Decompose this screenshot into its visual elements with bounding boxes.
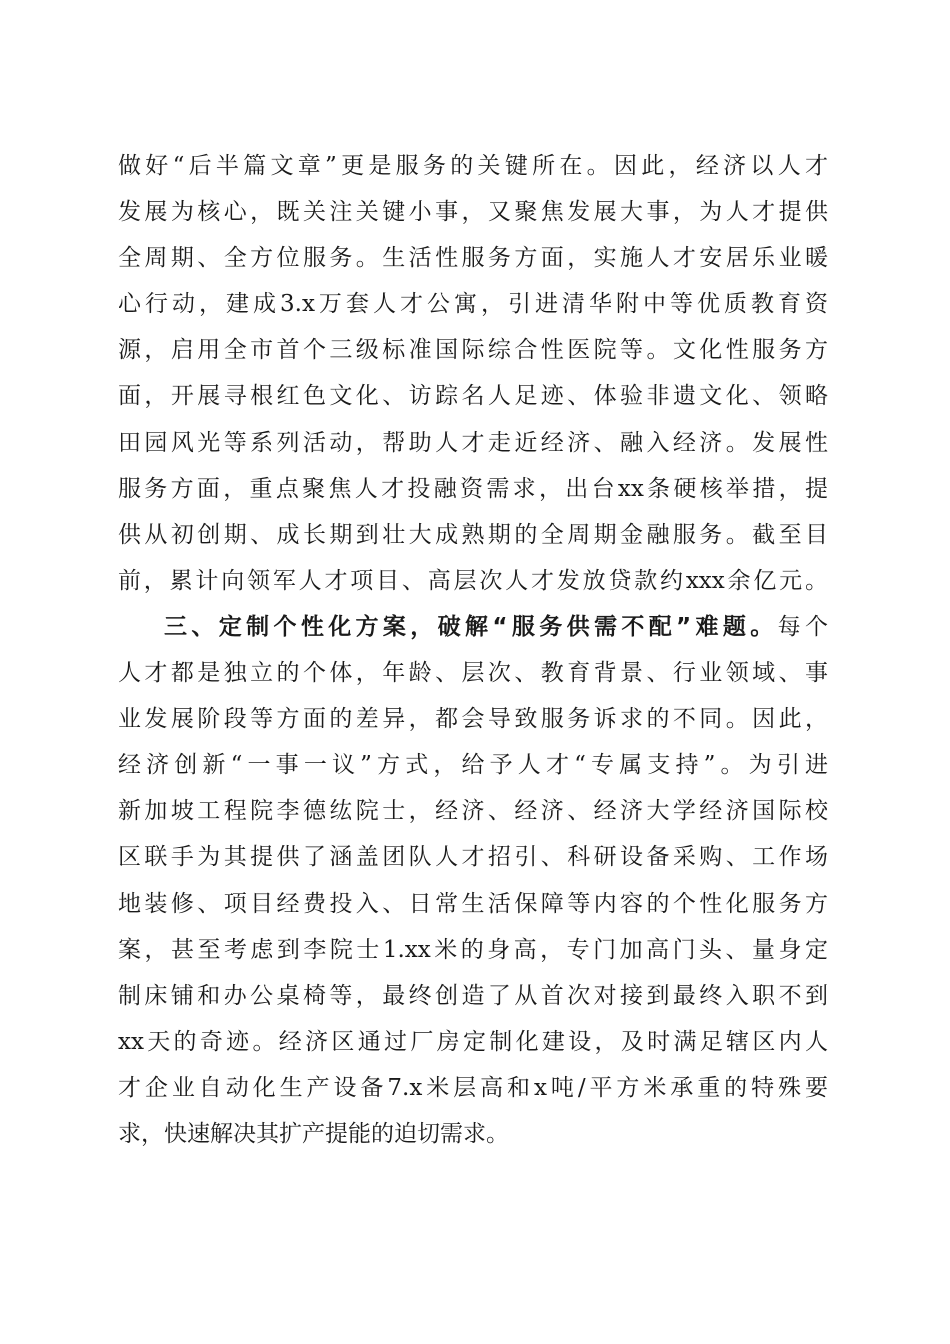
paragraph-customized <box>118 604 828 1157</box>
heading-line <box>118 604 828 650</box>
text-line: 做好“后半篇文章”更是服务的关键所在。因此，经济以人才 <box>118 153 828 179</box>
text-line: 服务方面，重点聚焦人才投融资需求，出台xx条硬核举措，提 <box>118 475 828 502</box>
text-line: 业发展阶段等方面的差异，都会导致服务诉求的不同。因此， <box>118 706 828 733</box>
text-line: 制床铺和办公桌椅等，最终创造了从首次对接到最终入职不到 <box>118 982 828 1009</box>
section-heading: 三、定制个性化方案，破解“服务供需不配”难题。 <box>164 613 778 640</box>
text-line: 田园风光等系列活动，帮助人才走近经济、融入经济。发展性 <box>118 429 828 456</box>
text-line: 全周期、全方位服务。生活性服务方面，实施人才安居乐业暖 <box>118 245 828 272</box>
text-line: 求，快速解决其扩产提能的迫切需求。 <box>118 1120 509 1147</box>
text-line: 心行动，建成3.x万套人才公寓，引进清华附中等优质教育资 <box>118 291 828 318</box>
text-line: 面，开展寻根红色文化、访踪名人足迹、体验非遗文化、领略 <box>118 383 828 410</box>
heading-line-rest: 每个 <box>777 613 828 640</box>
body-text <box>118 143 828 1157</box>
paragraph-services <box>118 143 828 604</box>
text-line: 案，甚至考虑到李院士1.xx米的身高，专门加高门头、量身定 <box>118 936 828 963</box>
text-line: 区联手为其提供了涵盖团队人才招引、科研设备采购、工作场 <box>118 844 828 871</box>
text-line: 人才都是独立的个体，年龄、层次、教育背景、行业领域、事 <box>118 660 828 687</box>
text-line: 源，启用全市首个三级标准国际综合性医院等。文化性服务方 <box>118 337 828 364</box>
text-line: 发展为核心，既关注关键小事，又聚焦发展大事，为人才提供 <box>118 199 828 226</box>
text-line: 经济创新“一事一议”方式，给予人才“专属支持”。为引进 <box>118 752 828 779</box>
text-line: 供从初创期、成长期到壮大成熟期的全周期金融服务。截至目 <box>118 521 828 548</box>
text-line: 前，累计向领军人才项目、高层次人才发放贷款约xxx余亿元。 <box>118 567 828 594</box>
text-line: 地装修、项目经费投入、日常生活保障等内容的个性化服务方 <box>118 890 828 917</box>
text-line: 新加坡工程院李德纮院士，经济、经济、经济大学经济国际校 <box>118 798 828 825</box>
text-line: 才企业自动化生产设备7.x米层高和x吨/平方米承重的特殊要 <box>118 1074 828 1101</box>
text-line: xx天的奇迹。经济区通过厂房定制化建设，及时满足辖区内人 <box>118 1028 828 1055</box>
